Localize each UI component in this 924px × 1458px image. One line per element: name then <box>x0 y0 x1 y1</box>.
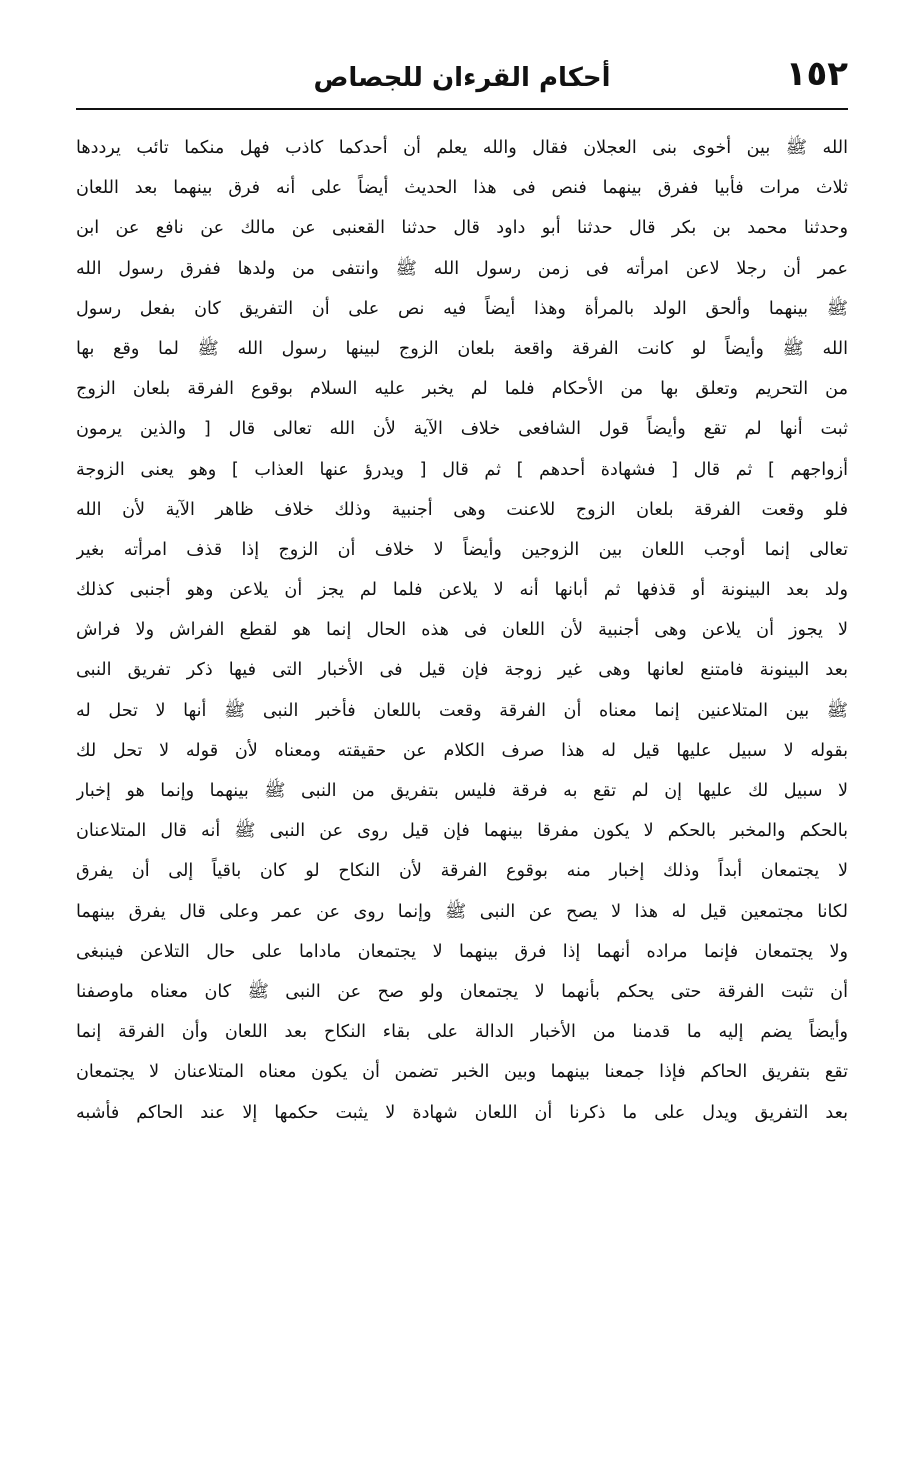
page-header <box>76 52 848 102</box>
text-line: ولا يجتمعان فإنما مراده أنهما إذا فرق بينهما لا يجتمعان ماداما على حال التلاعن فينبغى <box>76 941 848 962</box>
text-line: أن تثبت الفرقة حتى يحكم بأنهما لا يجتمعان ولو صح عن النبى ﷺ كان معناه ماوصفنا <box>76 981 848 1002</box>
text-line: بقوله لا سبيل عليها قيل له هذا صرف الكلام عن حقيقته ومعناه لأن قوله لا تحل لك <box>76 740 848 761</box>
text-line: ثلاث مرات فأبيا ففرق بينهما فنص فى هذا الحديث أيضاً على أنه فرق بينهما بعد اللعان <box>76 178 848 199</box>
text-line: أزواجهم ] ثم قال [ فشهادة أحدهم ] ثم قال [ ويدرؤ عنها العذاب ] وهو يعنى الزوجة <box>76 459 848 480</box>
text-line: عمر أن رجلا لاعن امرأته فى زمن رسول الله ﷺ وانتفى من ولدها ففرق رسول الله <box>76 258 848 279</box>
text-line: تقع بتفريق الحاكم فإذا جمعنا بينهما وبين الخبر تضمن أن يكون معناه المتلاعنان لا يجتمعان <box>76 1062 848 1083</box>
text-line: وحدثنا محمد بن بكر قال حدثنا أبو داود قال حدثنا القعنبى عن مالك عن نافع عن ابن <box>76 218 848 239</box>
text-line: ولد بعد البينونة أو قذفها ثم أبانها أنه لا يلاعن فلما لم يجز أن يلاعن وهو أجنبى كذلك <box>76 580 848 601</box>
text-line: الله ﷺ بين أخوى بنى العجلان فقال والله يعلم أن أحدكما كاذب فهل منكما تائب يرددها <box>76 138 848 158</box>
text-line: ﷺ بين المتلاعنين إنما معناه أن الفرقة وقعت باللعان فأخبر النبى ﷺ أنها لا تحل له <box>76 700 848 721</box>
text-line: من التحريم وتعلق بها من الأحكام فلما لم يخبر عليه السلام بوقوع الفرقة بلعان الزوج <box>76 379 848 400</box>
text-line: لا يجتمعان أبداً وذلك إخبار منه بوقوع الفرقة لأن النكاح لو كان باقياً إلى أن يفرق <box>76 861 848 882</box>
page-number: ١٥٢ <box>785 54 848 94</box>
text-line: الله ﷺ وأيضاً لو كانت الفرقة واقعة بلعان الزوج لبينها رسول الله ﷺ لما وقع بها <box>76 338 848 359</box>
header-divider <box>76 108 848 110</box>
text-line: ﷺ بينهما وألحق الولد بالمرأة وهذا أيضاً فيه نص على أن التفريق كان بفعل رسول <box>76 298 848 319</box>
text-line: لا سبيل لك عليها إن لم تقع به فرقة فليس بتفريق من النبى ﷺ بينهما وإنما هو إخبار <box>76 781 848 801</box>
text-line: تعالى إنما أوجب اللعان بين الزوجين وأيضاً لا خلاف أن الزوج إذا قذف امرأته بغير <box>76 539 848 560</box>
text-line: بعد التفريق ويدل على ما ذكرنا أن اللعان شهادة لا يثبت حكمها إلا عند الحاكم فأشبه <box>76 1102 848 1123</box>
running-title: أحكام القرءان للجصاص <box>313 63 611 93</box>
text-line: وأيضاً يضم إليه ما قدمنا من الأخبار الدالة على بقاء النكاح بعد اللعان وأن الفرقة إنما <box>76 1022 848 1043</box>
text-line: لكانا مجتمعين قيل له هذا لا يصح عن النبى ﷺ وإنما روى عن عمر وعلى قال يفرق بينهما <box>76 901 848 922</box>
text-line: فلو وقعت الفرقة بلعان الزوج للاعنت وهى أجنبية وذلك خلاف ظاهر الآية لأن الله <box>76 499 848 520</box>
text-line: ثبت أنها لم تقع وأيضاً قول الشافعى خلاف الآية لأن الله تعالى قال [ والذين يرمون <box>76 419 848 440</box>
text-line: بعد البينونة فامتنع لعانها وهى غير زوجة فإن قيل فى الأخبار التى فيها ذكر تفريق النبى <box>76 660 848 681</box>
text-line: لا يجوز أن يلاعن وهى أجنبية لأن اللعان فى هذه الحال إنما هو لقطع الفراش ولا فراش <box>76 620 848 641</box>
text-line: بالحكم والمخبر بالحكم لا يكون مفرقا بينهما فإن قيل روى عن النبى ﷺ أنه قال المتلاعنان <box>76 821 848 842</box>
body-text <box>76 128 848 1133</box>
